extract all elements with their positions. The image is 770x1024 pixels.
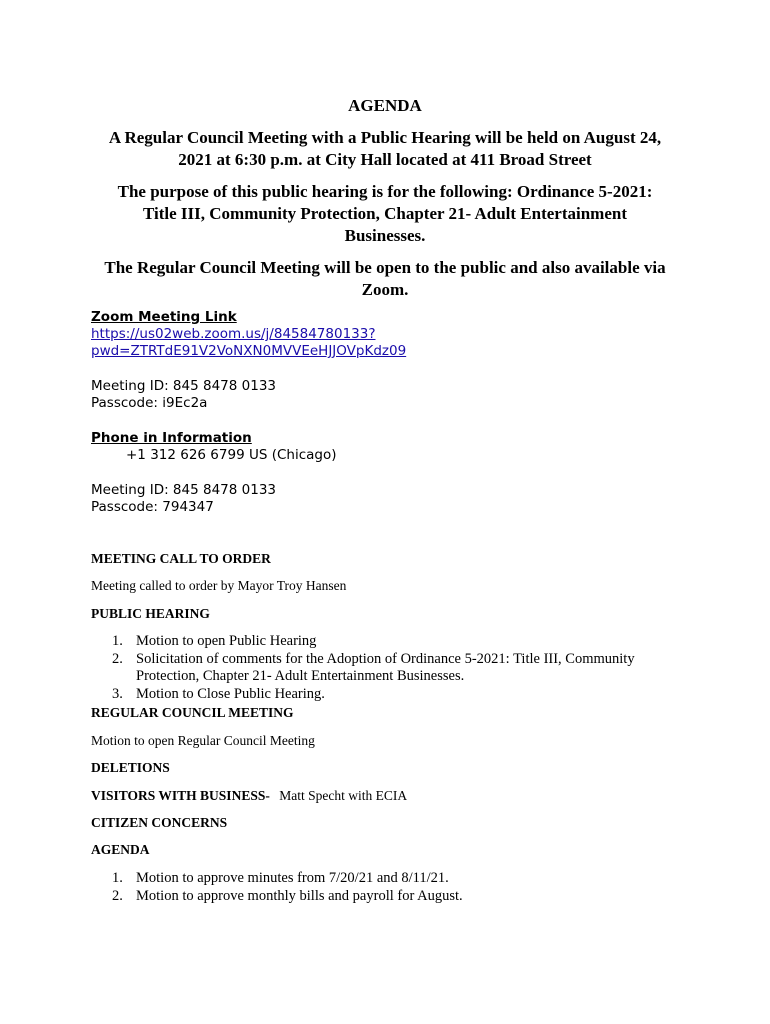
zoom-link-line2[interactable]: pwd=ZTRTdE91V2VoNXN0MVVEeHJJOVpKdz09 — [91, 343, 407, 359]
list-item-text: Motion to approve monthly bills and payroll for August. — [136, 887, 463, 904]
phone-heading: Phone in Information — [91, 430, 252, 446]
call-to-order-text: Meeting called to order by Mayor Troy Hansen — [91, 578, 347, 593]
list-item — [91, 633, 691, 651]
meeting-announcement-line2: 2021 at 6:30 p.m. at City Hall located at 411 Broad Street — [178, 150, 592, 169]
list-item — [91, 686, 691, 704]
list-item — [91, 870, 691, 888]
list-item-number: 3. — [112, 685, 123, 702]
list-item-number: 2. — [112, 650, 123, 667]
visitors-heading: VISITORS WITH BUSINESS- — [91, 788, 270, 803]
call-to-order-heading: MEETING CALL TO ORDER — [91, 551, 271, 566]
list-item-number: 1. — [112, 870, 123, 886]
meeting-announcement — [90, 127, 680, 171]
agenda-heading: AGENDA — [91, 842, 150, 857]
open-to-public-notice — [90, 257, 680, 301]
list-item-number: 1. — [112, 633, 123, 649]
list-item — [91, 651, 691, 686]
zoom-passcode: Passcode: i9Ec2a — [91, 395, 208, 411]
phone-number: +1 312 626 6799 US (Chicago) — [126, 447, 337, 463]
visitors-line — [91, 787, 407, 804]
zoom-meeting-id: Meeting ID: 845 8478 0133 — [91, 378, 276, 394]
citizen-concerns-heading: CITIZEN CONCERNS — [91, 815, 228, 830]
phone-passcode: Passcode: 794347 — [91, 499, 214, 515]
hearing-purpose — [90, 181, 680, 247]
hearing-purpose-line3: Businesses. — [344, 226, 426, 245]
zoom-heading: Zoom Meeting Link — [91, 309, 237, 325]
open-notice-line2: Zoom. — [361, 280, 409, 299]
phone-meeting-id: Meeting ID: 845 8478 0133 — [91, 482, 276, 498]
open-notice-line1: The Regular Council Meeting will be open to the public and also available via — [104, 258, 666, 277]
hearing-purpose-line1: The purpose of this public hearing is for the following: Ordinance 5-2021: — [117, 182, 653, 201]
list-item-number: 2. — [112, 887, 123, 904]
deletions-heading: DELETIONS — [91, 760, 170, 775]
list-item-text: Motion to open Public Hearing — [136, 633, 317, 649]
list-item — [91, 888, 691, 906]
zoom-link-line1[interactable]: https://us02web.zoom.us/j/84584780133? — [91, 326, 376, 342]
meeting-announcement-line1: A Regular Council Meeting with a Public Hearing will be held on August 24, — [108, 128, 662, 147]
list-item-text: Motion to Close Public Hearing. — [136, 685, 325, 702]
list-item-text: Solicitation of comments for the Adoption of Ordinance 5-2021: Title III, Community Protection, Chapter 21- Adult Entertainment Businesses. — [136, 650, 635, 684]
public-hearing-heading: PUBLIC HEARING — [91, 606, 210, 621]
regular-meeting-text: Motion to open Regular Council Meeting — [91, 733, 315, 748]
regular-meeting-heading: REGULAR COUNCIL MEETING — [91, 705, 294, 720]
list-item-text: Motion to approve minutes from 7/20/21 and 8/11/21. — [136, 870, 449, 886]
agenda-list — [91, 870, 691, 905]
document-title: AGENDA — [348, 96, 422, 115]
public-hearing-list — [91, 633, 691, 703]
visitors-text: Matt Specht with ECIA — [279, 788, 408, 803]
hearing-purpose-line2: Title III, Community Protection, Chapter 21- Adult Entertainment — [142, 204, 628, 223]
